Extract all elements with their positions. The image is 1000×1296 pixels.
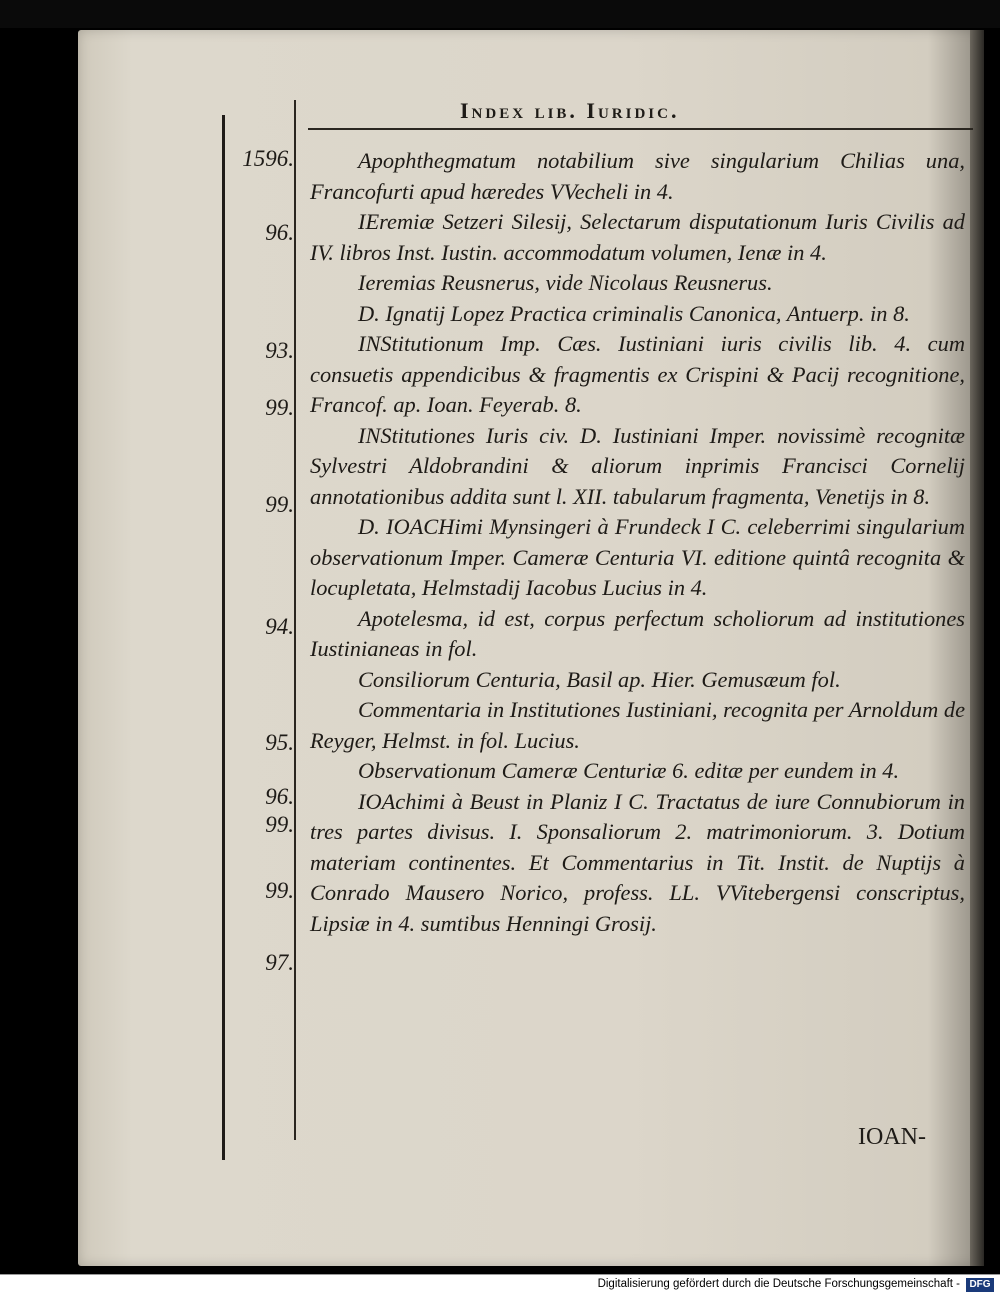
catalog-entry: IEremiæ Setzeri Silesij, Selectarum disputationum Iuris Civilis ad IV. libros Inst. Iustin. accommodatum volumen, Ienæ in 4. bbox=[310, 209, 965, 265]
year-marker: 96. bbox=[265, 220, 294, 245]
year-marker: 99. bbox=[265, 878, 294, 903]
catalog-entry: Apotelesma, id est, corpus perfectum scholiorum ad institutiones Iustinianeas in fol. bbox=[310, 605, 965, 661]
margin-rule-right bbox=[294, 100, 296, 1140]
catalog-entries bbox=[310, 146, 965, 939]
scan-border-top bbox=[0, 0, 1000, 28]
year-marker: 99. bbox=[265, 395, 294, 420]
year-marker: 99. bbox=[265, 492, 294, 517]
running-header: Index lib. Iuridic. bbox=[460, 98, 680, 123]
footer-credit: Digitalisierung gefördert durch die Deutsche Forschungsgemeinschaft - bbox=[597, 1278, 960, 1290]
page-edge-shadow bbox=[970, 30, 984, 1266]
catalog-entry: INStitutionum Imp. Cæs. Iustiniani iuris civilis lib. 4. cum consuetis appendicibus & fragmentis ex Crispini & Pacij recognitione, Francof. ap. Ioan. Feyerab. 8. bbox=[310, 331, 965, 417]
catalog-entry: Observationum Cameræ Centuriæ 6. editæ per eundem in 4. bbox=[358, 758, 900, 783]
footer-bar bbox=[0, 1274, 1000, 1296]
year-marker: 99. bbox=[265, 812, 294, 837]
year-marker: 97. bbox=[265, 950, 294, 975]
catalog-entry: D. IOACHimi Mynsingeri à Frundeck I C. celeberrimi singularium observationum Imper. Cameræ Centuria VI. editione quintâ recognita & locupletata, Helmstadij Iacobus Lucius in 4. bbox=[310, 514, 965, 600]
year-marker: 93. bbox=[265, 338, 294, 363]
catalog-entry: D. Ignatij Lopez Practica criminalis Canonica, Antuerp. in 8. bbox=[358, 300, 910, 326]
catalog-entry: IOAchimi à Beust in Planiz I C. Tractatus de iure Connubiorum in tres partes divisus. I. Sponsaliorum 2. matrimoniorum. 3. Dotium materiam continentes. Et Commentarius in Tit. Instit. de Nuptijs à Conrado Mausero Norico, profess. LL. VVitebergensi conscriptus, Lipsiæ in 4. sumtibus Henningi Grosij. bbox=[310, 788, 965, 936]
header-rule bbox=[308, 128, 973, 130]
catalog-entry: INStitutiones Iuris civ. D. Iustiniani Imper. novissimè recognitæ Sylvestri Aldobrandini & aliorum inprimis Francisci Cornelij annotationibus addita sunt l. XII. tabularum fragmenta, Venetijs in 8. bbox=[310, 422, 965, 509]
dfg-logo[interactable]: DFG bbox=[966, 1278, 994, 1292]
year-marker: 95. bbox=[265, 730, 294, 755]
catalog-entry: Ieremias Reusnerus, vide Nicolaus Reusnerus. bbox=[358, 270, 773, 295]
year-marker: 96. bbox=[265, 784, 294, 809]
year-marker: 1596. bbox=[242, 146, 294, 171]
catchword: IOAN- bbox=[858, 1124, 926, 1150]
catalog-entry: Consiliorum Centuria, Basil ap. Hier. Gemusæum fol. bbox=[358, 666, 841, 692]
catalog-entry: Commentaria in Institutiones Iustiniani, recognita per Arnoldum de Reyger, Helmst. in fol. Lucius. bbox=[310, 697, 966, 753]
catalog-entry: Apophthegmatum notabilium sive singularium Chilias una, Francofurti apud hæredes VVecheli in 4. bbox=[310, 148, 965, 204]
year-marker: 94. bbox=[265, 614, 294, 639]
